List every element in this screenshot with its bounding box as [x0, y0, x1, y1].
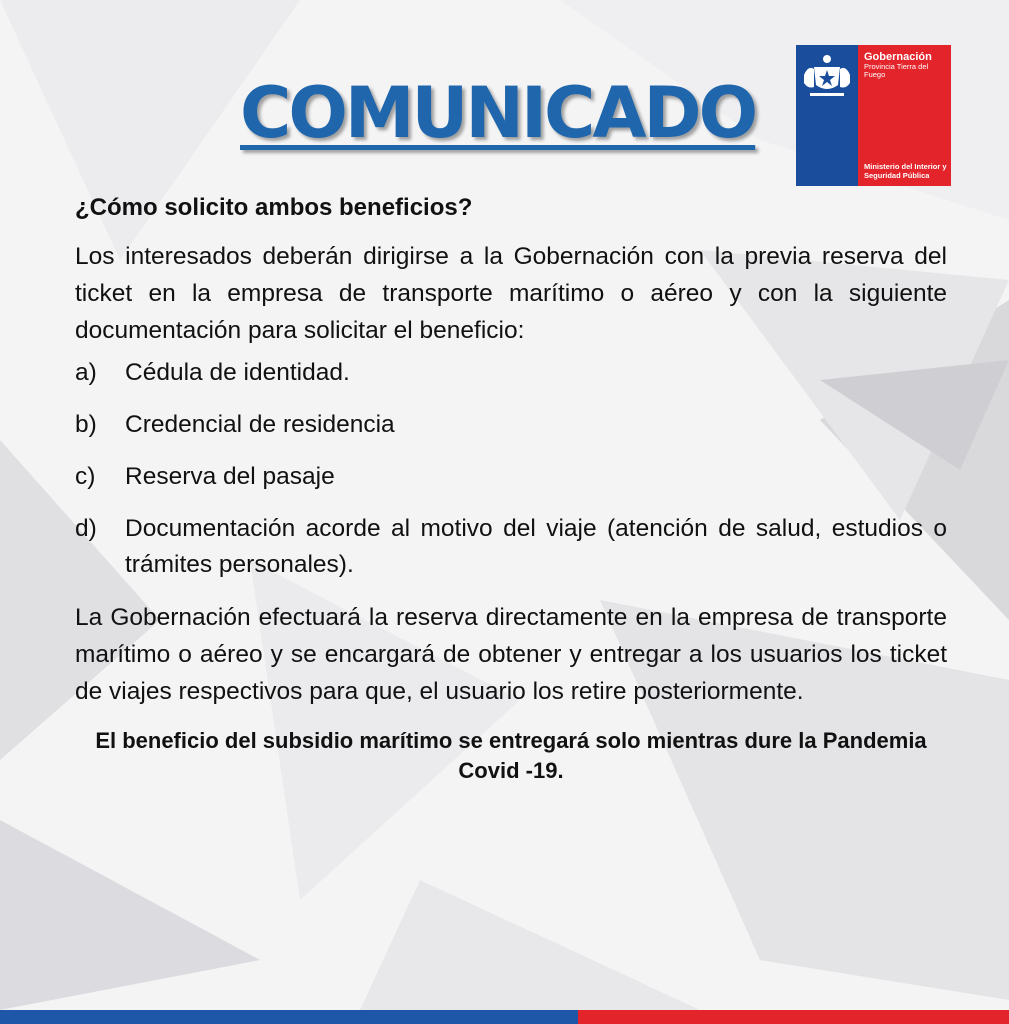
logo-name: Gobernación: [864, 51, 932, 63]
list-item-text: Reserva del pasaje: [125, 463, 335, 490]
footer-red-segment: [578, 1010, 1009, 1024]
question-heading: ¿Cómo solicito ambos beneficios?: [75, 194, 473, 221]
footer-color-bar: [0, 1010, 1009, 1024]
logo-ministry: Ministerio del Interior y Seguridad Pública: [864, 162, 947, 180]
logo-blue-panel: [796, 45, 858, 186]
main-content: [75, 192, 947, 786]
list-item: [75, 355, 947, 391]
list-item-text: Documentación acorde al motivo del viaje (atención de salud, estudios o trámites personales).: [125, 515, 947, 578]
intro-paragraph: Los interesados deberán dirigirse a la Gobernación con la previa reserva del ticket en la empresa de transporte marítimo o aéreo y con la siguiente documentación para solicitar el beneficio:: [75, 243, 947, 344]
logo-red-panel: [858, 45, 951, 186]
closing-note: El beneficio del subsidio marítimo se entregará solo mientras dure la Pandemia Covid -19.: [95, 728, 927, 783]
list-item-letter: b): [75, 411, 97, 438]
list-item: [75, 459, 947, 495]
outro-paragraph: La Gobernación efectuará la reserva directamente en la empresa de transporte marítimo o aéreo y se encargará de obtener y entregar a los usuarios los ticket de viajes respectivos para que, el usuario los retire posteriormente.: [75, 604, 947, 705]
logo-province: Provincia Tierra del Fuego: [864, 62, 929, 79]
list-item-letter: a): [75, 359, 97, 386]
footer-blue-segment: [0, 1010, 578, 1024]
coat-of-arms-icon: [796, 45, 858, 105]
list-item: [75, 407, 947, 443]
list-item-letter: c): [75, 463, 96, 490]
page-title: COMUNICADO: [240, 72, 756, 154]
list-item: [75, 511, 947, 583]
gobernacion-logo: [796, 45, 951, 186]
list-item-text: Credencial de residencia: [125, 411, 395, 438]
list-item-text: Cédula de identidad.: [125, 359, 350, 386]
list-item-letter: d): [75, 515, 97, 542]
requirements-list: [75, 355, 947, 583]
